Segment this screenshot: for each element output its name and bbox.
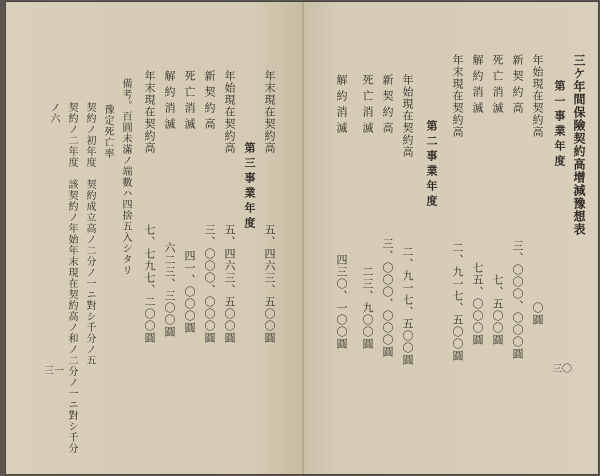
y3-label-end: 年末現在契約高: [143, 70, 156, 154]
y2-value-lapse: 四三〇、一〇〇圓: [335, 254, 348, 350]
y2-value-end: 五、四六三、五〇〇圓: [263, 224, 276, 344]
y3-label-start: 年始現在契約高: [223, 70, 236, 154]
y3-value-start: 五、四六三、五〇〇圓: [223, 224, 236, 344]
note-mortality-year2: 契約ノ二年度 該契約ノ年始年末現在契約高ノ和ノ二分ノ一ニ對シ千分: [66, 102, 77, 454]
y1-label-lapse: 解約消滅: [471, 54, 484, 118]
table-title: 三ケ年間保險契約高增減豫想表: [572, 54, 586, 236]
year3-heading: 第三事業年度: [243, 142, 256, 232]
y2-label-death: 死亡消滅: [361, 74, 374, 138]
year2-heading: 第二事業年度: [425, 120, 438, 210]
y1-value-end: 二、九一七、五〇〇圓: [451, 242, 464, 362]
y3-label-new: 新契約高: [203, 70, 216, 134]
left-page: [6, 2, 302, 474]
y2-label-start: 年始現在契約高: [401, 74, 414, 158]
y1-label-new: 新契約高: [511, 54, 524, 118]
y2-value-new: 三、〇〇〇、〇〇〇圓: [381, 238, 394, 358]
y1-label-start: 年始現在契約高: [531, 54, 544, 138]
y3-value-death: 四一、〇〇〇圓: [183, 250, 196, 334]
y3-label-lapse: 解約消滅: [163, 70, 176, 134]
book-spread: [6, 2, 598, 474]
y1-value-lapse: 七五、〇〇〇圓: [471, 262, 484, 346]
y1-value-start: 〇圓: [531, 302, 544, 326]
y3-label-death: 死亡消滅: [183, 70, 196, 134]
y2-label-lapse: 解約消滅: [335, 74, 348, 138]
y3-value-new: 三、〇〇〇、〇〇〇圓: [203, 224, 216, 344]
y1-value-death: 七、五〇〇圓: [491, 274, 504, 346]
y1-label-end: 年末現在契約高: [451, 54, 464, 138]
y1-label-death: 死亡消滅: [491, 54, 504, 118]
note-mortality-year1: 契約ノ初年度 契約成立高ノ二分ノ一ニ對シ千分ノ五: [84, 102, 95, 366]
page-number-left: 三一: [44, 366, 64, 377]
page-number-right: 三〇: [552, 364, 572, 375]
y2-label-new: 新契約高: [381, 74, 394, 138]
y2-label-end: 年末現在契約高: [263, 70, 276, 154]
y3-value-end: 七、七九七、二〇〇圓: [143, 224, 156, 344]
year1-heading: 第一事業年度: [553, 80, 566, 170]
right-page: [302, 2, 598, 474]
y2-value-death: 二三、九〇〇圓: [361, 266, 374, 350]
y3-value-lapse: 六二三、三〇〇圓: [163, 242, 176, 338]
note-mortality-heading: 豫定死亡率: [102, 104, 113, 159]
y2-value-start: 二、九一七、五〇〇圓: [401, 246, 414, 366]
y1-value-new: 三、〇〇〇、〇〇〇圓: [511, 240, 524, 360]
note-mortality-year2-cont: ノ六: [48, 102, 59, 124]
note-rounding: 備考。百圓未滿ノ端數ハ四捨五入シタリ: [120, 78, 131, 276]
